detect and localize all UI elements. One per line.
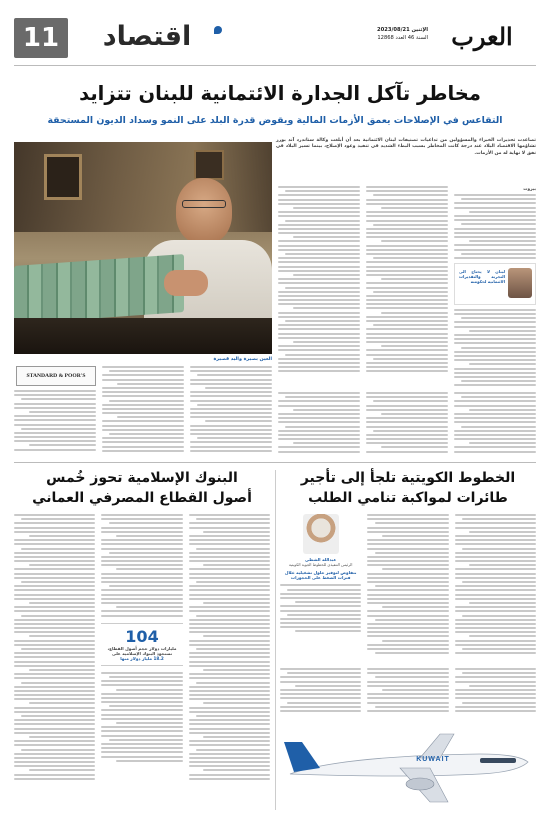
kuwait-story [280,468,536,813]
kuwait-column [455,668,536,718]
masthead [14,16,536,62]
lead-intro: تصاعدت تحذيرات الخبراء والمسؤولين من تداعيات تصنيفات لبنان الائتمانية بعد أن أبلغت وكالة ستاندرد آند بورز تشاؤمها الاقتصاد البلاد عند درجة كانت المخاطر بسبب البطء الشديد في تنفيذ وعود الإصلاح، بينما تسير البلاد في نفق لا نهاية له من الأزمات. [276,138,536,156]
kuwait-author-title: الرئيس التنفيذي للخطوط الجوية الكويتية [288,562,353,568]
lead-column [278,392,360,456]
sp-logo: STANDARD & POOR'S [26,373,86,379]
quote-avatar [508,268,532,298]
quote-box [454,263,536,305]
date-text: الإثنين 2023/08/21 [377,27,428,33]
lead-body-right [278,186,536,386]
story-divider [275,470,276,810]
lead-subheadline: التقاعس في الإصلاحات يعمق الأزمات المالية ويقوض قدرة البلد على النمو وسداد الديون المستحقة [47,115,503,126]
kuwait-column [280,514,361,664]
lead-headline: مخاطر تآكل الجدارة الائتمانية للبنان تتزايد [79,82,481,105]
lead-body-right-bottom [278,392,536,456]
kuwait-airplane [280,716,536,808]
oman-story [14,468,270,813]
oman-column [14,514,95,814]
issue-date [358,26,428,42]
photo-frame [44,154,82,200]
section-title-mark [214,26,222,34]
issue-text: السنة 46 العدد 12868 [377,35,428,41]
byline-city: بيروت [523,186,536,191]
photo-man-head [176,178,232,244]
lead-column [190,366,272,456]
kuwait-headline-1: الخطوط الكويتية تلجأ إلى تأجير [300,470,516,486]
lead-column [454,186,536,386]
photo-man-glasses [182,200,226,208]
kuwait-author-name: عبدالله الشطي [305,557,337,562]
oman-fact-text: مليارات دولار حجم أصول القطاع، تستحوذ البنوك الإسلامية على [107,645,177,656]
lead-column [454,392,536,456]
sp-logo-box [16,366,96,386]
kuwait-headline-2: طائرات لمواكبة تنامي الطلب [308,490,508,506]
lead-column [366,392,448,456]
photo-caption: العين بصيرة واليد قصيرة [213,357,272,362]
section-title: اقتصاد [102,21,192,52]
kuwait-column [367,668,448,718]
photo-counter [14,318,272,354]
masthead-divider [14,65,536,66]
lead-column [102,366,184,456]
lead-column [366,186,448,386]
kuwait-column [367,514,448,664]
photo-hand [164,270,208,296]
newspaper-logo: العرب [451,22,513,51]
oman-fact-box [101,623,182,666]
kuwait-author-quote: نتفاوض لتوفير حلول تشغيلية خلال فترات الضغط على الحجوزات [284,570,357,581]
oman-headline-1: البنوك الإسلامية تحوز خُمس [46,470,238,486]
oman-fact-number: 104 [125,626,159,646]
airplane-label: KUWAIT [416,756,450,763]
kuwait-author-photo [303,514,339,554]
kuwait-column [455,514,536,664]
oman-column [101,514,182,814]
oman-fact-value: 18.2 مليار دولار منها [120,655,164,661]
oman-headline-2: أصول القطاع المصرفي العماني [32,490,252,506]
kuwait-column [280,668,361,718]
quote-text: لبنان لا يحتاج الى التجربة والتقديرات الائتمانية لحكومته [459,268,505,284]
lead-column [278,186,360,386]
oman-column [189,514,270,814]
section-divider [14,462,536,463]
photo-money-stacks [14,254,184,324]
lead-body-bottom [14,366,272,456]
page-number: 11 [14,18,68,58]
photo-frame [194,150,224,180]
lead-column [14,366,96,456]
lead-photo [14,142,272,354]
